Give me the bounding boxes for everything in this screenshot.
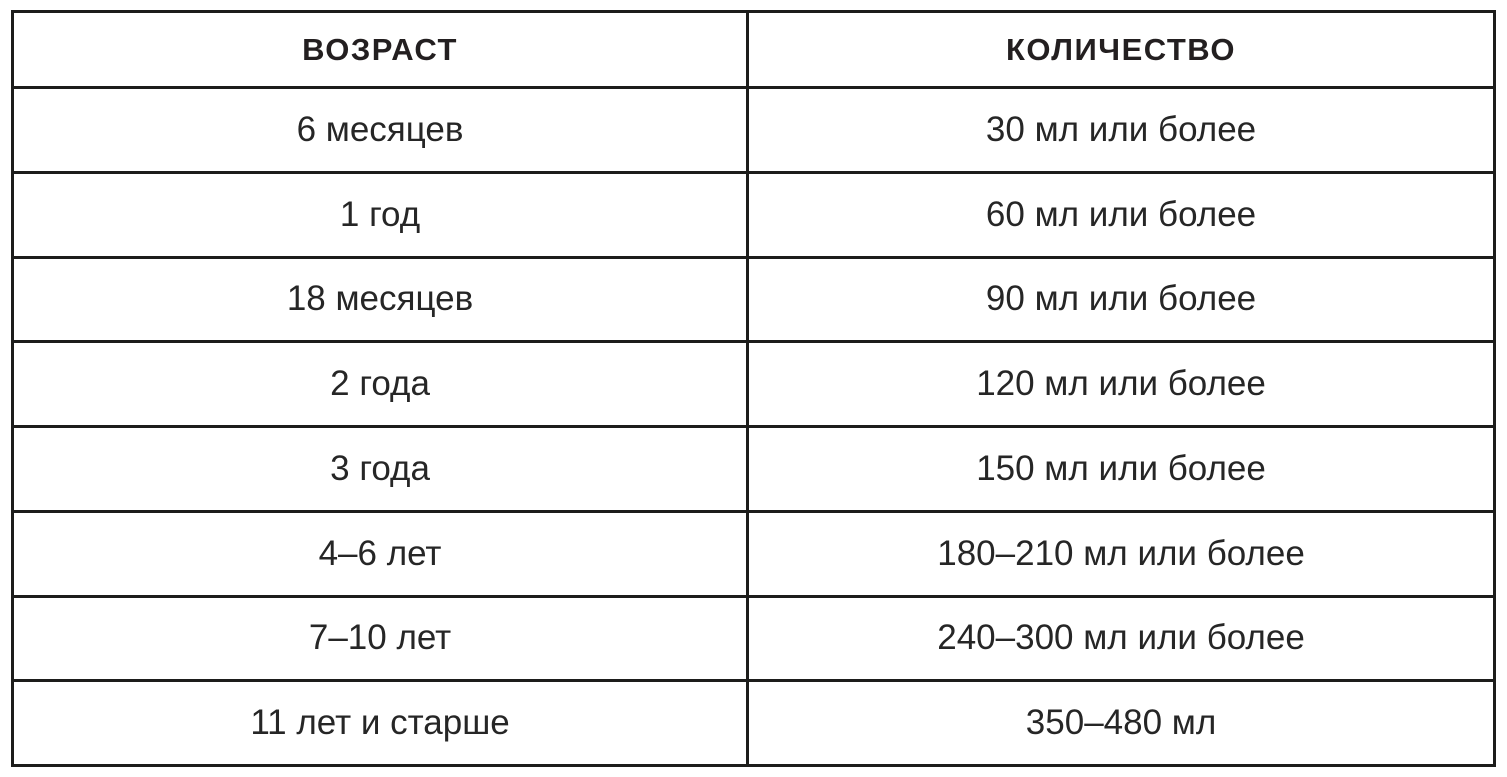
table-row: [13, 172, 1495, 257]
age-cell: 3 года: [13, 427, 748, 512]
table-row: [13, 257, 1495, 342]
table-row: [13, 596, 1495, 681]
quantity-cell: 90 мл или более: [748, 257, 1495, 342]
age-cell: 18 месяцев: [13, 257, 748, 342]
quantity-cell: 180–210 мл или более: [748, 511, 1495, 596]
quantity-cell: 120 мл или более: [748, 342, 1495, 427]
header-row: [13, 12, 1495, 88]
age-cell: 11 лет и старше: [13, 681, 748, 766]
table-row: [13, 342, 1495, 427]
quantity-cell: 240–300 мл или более: [748, 596, 1495, 681]
age-cell: 1 год: [13, 172, 748, 257]
column-header-quantity: КОЛИЧЕСТВО: [748, 12, 1495, 88]
quantity-cell: 30 мл или более: [748, 88, 1495, 173]
age-quantity-table: [11, 10, 1496, 767]
table-row: [13, 88, 1495, 173]
age-cell: 7–10 лет: [13, 596, 748, 681]
quantity-cell: 150 мл или более: [748, 427, 1495, 512]
age-cell: 2 года: [13, 342, 748, 427]
table-row: [13, 511, 1495, 596]
age-cell: 6 месяцев: [13, 88, 748, 173]
table-row: [13, 427, 1495, 512]
table-row: [13, 681, 1495, 766]
age-cell: 4–6 лет: [13, 511, 748, 596]
quantity-cell: 60 мл или более: [748, 172, 1495, 257]
quantity-cell: 350–480 мл: [748, 681, 1495, 766]
column-header-age: ВОЗРАСТ: [13, 12, 748, 88]
